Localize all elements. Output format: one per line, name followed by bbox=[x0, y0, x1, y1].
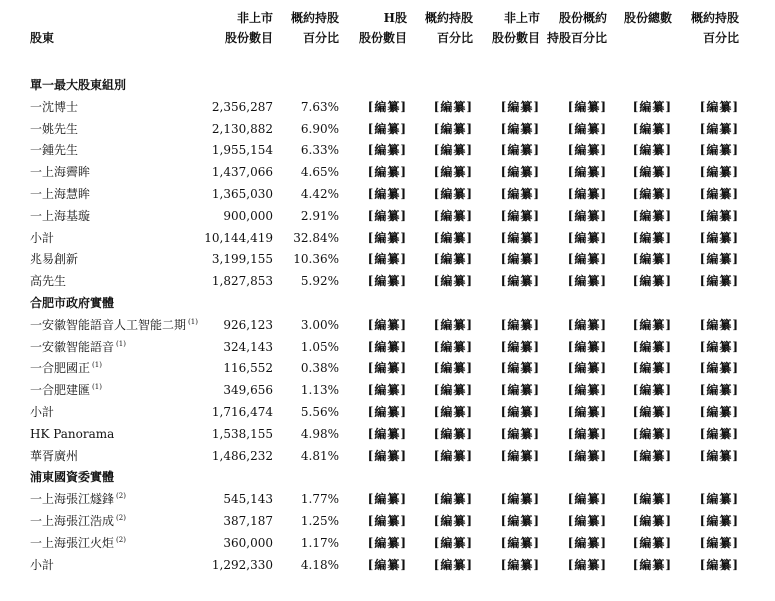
redacted-value: [編纂] bbox=[433, 361, 473, 376]
redacted-value: [編纂] bbox=[699, 383, 739, 398]
header-h-pct: 概約持股 百分比 bbox=[424, 11, 473, 45]
redacted-value: [編纂] bbox=[699, 208, 739, 223]
header-unlisted-shares-2: 非上市 股份數目 bbox=[491, 11, 540, 45]
redacted-value: [編纂] bbox=[433, 557, 473, 572]
redacted-value: [編纂] bbox=[367, 143, 407, 158]
redacted-value: [編纂] bbox=[699, 165, 739, 180]
shareholder-name-text: 一上海張江火炬 bbox=[30, 535, 115, 550]
redacted-value: [編纂] bbox=[632, 492, 672, 507]
redacted-value: [編纂] bbox=[567, 230, 607, 245]
shareholder-name-text: 一合肥國正 bbox=[30, 361, 91, 376]
shareholder-name bbox=[30, 488, 126, 510]
shareholder-name bbox=[30, 139, 78, 161]
table-row bbox=[0, 336, 775, 358]
approx-pct-value: 7.63% bbox=[300, 99, 339, 114]
shareholder-name bbox=[30, 357, 102, 379]
table-row bbox=[0, 96, 775, 118]
table-row bbox=[0, 532, 775, 554]
redacted-value: [編纂] bbox=[567, 405, 607, 419]
redacted-value: [編纂] bbox=[500, 383, 540, 398]
table-row bbox=[0, 488, 775, 510]
redacted-value: [編纂] bbox=[500, 492, 540, 507]
footnote-marker: (2) bbox=[116, 492, 126, 501]
redacted-value: [編纂] bbox=[433, 252, 473, 267]
redacted-value: [編纂] bbox=[433, 230, 473, 245]
footnote-marker: (2) bbox=[116, 535, 126, 544]
redacted-value: [編纂] bbox=[433, 187, 473, 201]
unlisted-shares-value: 1,716,474 bbox=[211, 405, 273, 419]
shareholder-name bbox=[30, 205, 90, 227]
redacted-value: [編纂] bbox=[500, 448, 540, 463]
redacted-value: [編纂] bbox=[500, 535, 540, 550]
redacted-value: [編纂] bbox=[500, 165, 540, 180]
redacted-value: [編纂] bbox=[632, 448, 672, 463]
section-title bbox=[30, 74, 126, 96]
redacted-value: [編纂] bbox=[632, 208, 672, 223]
unlisted-shares-value: 1,955,154 bbox=[211, 143, 273, 158]
redacted-value: [編纂] bbox=[632, 317, 672, 332]
table-row bbox=[0, 139, 775, 161]
unlisted-shares-value: 1,486,232 bbox=[211, 448, 273, 463]
approx-pct-value: 1.25% bbox=[300, 514, 339, 528]
redacted-value: [編纂] bbox=[567, 252, 607, 267]
shareholder-name-text: 一上海基璇 bbox=[30, 208, 91, 223]
redacted-value: [編纂] bbox=[367, 448, 407, 463]
shareholder-name bbox=[30, 423, 114, 445]
shareholder-name-text: 一上海慧眸 bbox=[30, 187, 91, 201]
redacted-value: [編纂] bbox=[433, 405, 473, 419]
shareholder-name-text: 一上海張江燧鋒 bbox=[30, 492, 115, 507]
redacted-value: [編纂] bbox=[433, 339, 473, 354]
section-heading-row bbox=[0, 292, 775, 314]
table-row bbox=[0, 401, 775, 423]
redacted-value: [編纂] bbox=[500, 405, 540, 419]
redacted-value: [編纂] bbox=[699, 514, 739, 528]
redacted-value: [編纂] bbox=[433, 535, 473, 550]
approx-pct-value: 4.81% bbox=[300, 448, 339, 463]
redacted-value: [編纂] bbox=[632, 165, 672, 180]
redacted-value: [編纂] bbox=[632, 274, 672, 289]
redacted-value: [編纂] bbox=[567, 274, 607, 289]
table-row bbox=[0, 379, 775, 401]
shareholder-name bbox=[30, 118, 78, 140]
shareholder-name bbox=[30, 336, 126, 358]
unlisted-shares-value: 1,437,066 bbox=[211, 165, 273, 180]
redacted-value: [編纂] bbox=[699, 426, 739, 441]
approx-pct-value: 1.13% bbox=[300, 383, 339, 398]
approx-pct-value: 0.38% bbox=[300, 361, 339, 376]
approx-pct-value: 32.84% bbox=[293, 230, 339, 245]
unlisted-shares-value: 1,827,853 bbox=[211, 274, 273, 289]
redacted-value: [編纂] bbox=[632, 143, 672, 158]
shareholder-name-text: 小計 bbox=[30, 557, 55, 572]
redacted-value: [編纂] bbox=[567, 361, 607, 376]
footnote-marker: (1) bbox=[188, 317, 198, 326]
shareholder-name bbox=[30, 227, 54, 249]
redacted-value: [編纂] bbox=[500, 557, 540, 572]
approx-pct-value: 5.56% bbox=[300, 405, 339, 419]
redacted-value: [編纂] bbox=[699, 535, 739, 550]
table-row bbox=[0, 227, 775, 249]
shareholder-name bbox=[30, 379, 102, 401]
shareholder-name-text: HK Panorama bbox=[30, 426, 115, 441]
section-title bbox=[30, 292, 114, 314]
redacted-value: [編纂] bbox=[699, 361, 739, 376]
redacted-value: [編纂] bbox=[367, 99, 407, 114]
table-row bbox=[0, 314, 775, 336]
redacted-value: [編纂] bbox=[367, 230, 407, 245]
footnote-marker: (1) bbox=[116, 339, 126, 348]
table-row bbox=[0, 554, 775, 576]
header-h-shares: H股 股份數目 bbox=[358, 11, 407, 45]
approx-pct-value: 1.77% bbox=[300, 492, 339, 507]
unlisted-shares-value: 926,123 bbox=[223, 317, 273, 332]
unlisted-shares-value: 900,000 bbox=[223, 208, 273, 223]
redacted-value: [編纂] bbox=[433, 121, 473, 136]
table-row bbox=[0, 510, 775, 532]
redacted-value: [編纂] bbox=[367, 514, 407, 528]
approx-pct-value: 1.05% bbox=[300, 339, 339, 354]
redacted-value: [編纂] bbox=[699, 317, 739, 332]
table-row bbox=[0, 423, 775, 445]
shareholder-name bbox=[30, 445, 78, 467]
header-total-pct: 概約持股 百分比 bbox=[690, 11, 739, 45]
redacted-value: [編纂] bbox=[632, 339, 672, 354]
redacted-value: [編纂] bbox=[433, 317, 473, 332]
redacted-value: [編纂] bbox=[433, 448, 473, 463]
redacted-value: [編纂] bbox=[367, 383, 407, 398]
shareholder-name bbox=[30, 248, 78, 270]
redacted-value: [編纂] bbox=[632, 121, 672, 136]
redacted-value: [編纂] bbox=[567, 492, 607, 507]
redacted-value: [編纂] bbox=[567, 535, 607, 550]
unlisted-shares-value: 10,144,419 bbox=[204, 230, 273, 245]
redacted-value: [編纂] bbox=[367, 557, 407, 572]
redacted-value: [編纂] bbox=[367, 187, 407, 201]
redacted-value: [編纂] bbox=[500, 230, 540, 245]
redacted-value: [編纂] bbox=[699, 274, 739, 289]
redacted-value: [編纂] bbox=[567, 208, 607, 223]
redacted-value: [編纂] bbox=[500, 514, 540, 528]
table-row bbox=[0, 248, 775, 270]
shareholder-name bbox=[30, 183, 90, 205]
shareholder-name bbox=[30, 401, 54, 423]
redacted-value: [編纂] bbox=[367, 361, 407, 376]
unlisted-shares-value: 116,552 bbox=[223, 361, 273, 376]
redacted-value: [編纂] bbox=[699, 252, 739, 267]
redacted-value: [編纂] bbox=[500, 274, 540, 289]
redacted-value: [編纂] bbox=[632, 187, 672, 201]
redacted-value: [編纂] bbox=[500, 99, 540, 114]
redacted-value: [編纂] bbox=[632, 230, 672, 245]
unlisted-shares-value: 3,199,155 bbox=[211, 252, 273, 267]
shareholder-name-text: 小計 bbox=[30, 230, 55, 245]
table-row bbox=[0, 161, 775, 183]
table-row bbox=[0, 270, 775, 292]
redacted-value: [編纂] bbox=[632, 252, 672, 267]
approx-pct-value: 6.90% bbox=[300, 121, 339, 136]
footnote-marker: (1) bbox=[92, 383, 102, 392]
shareholder-name-text: 一安徽智能語音 bbox=[30, 339, 115, 354]
redacted-value: [編纂] bbox=[699, 405, 739, 419]
redacted-value: [編纂] bbox=[367, 121, 407, 136]
redacted-value: [編纂] bbox=[699, 448, 739, 463]
redacted-value: [編纂] bbox=[632, 557, 672, 572]
redacted-value: [編纂] bbox=[367, 274, 407, 289]
shareholder-name bbox=[30, 532, 126, 554]
redacted-value: [編纂] bbox=[433, 165, 473, 180]
table-row bbox=[0, 357, 775, 379]
table-row bbox=[0, 205, 775, 227]
redacted-value: [編纂] bbox=[367, 405, 407, 419]
redacted-value: [編纂] bbox=[567, 143, 607, 158]
shareholder-name-text: 小計 bbox=[30, 405, 55, 419]
redacted-value: [編纂] bbox=[699, 99, 739, 114]
redacted-value: [編纂] bbox=[699, 492, 739, 507]
redacted-value: [編纂] bbox=[500, 121, 540, 136]
redacted-value: [編纂] bbox=[699, 143, 739, 158]
redacted-value: [編纂] bbox=[632, 99, 672, 114]
unlisted-shares-value: 360,000 bbox=[223, 535, 273, 550]
redacted-value: [編纂] bbox=[500, 426, 540, 441]
redacted-value: [編纂] bbox=[699, 187, 739, 201]
redacted-value: [編纂] bbox=[433, 208, 473, 223]
section-heading-row bbox=[0, 466, 775, 488]
shareholder-name-text: 一安徽智能語音人工智能二期 bbox=[30, 317, 187, 332]
redacted-value: [編纂] bbox=[699, 230, 739, 245]
shareholder-name-text: 單一最大股東組別 bbox=[30, 78, 127, 92]
redacted-value: [編纂] bbox=[367, 426, 407, 441]
shareholder-name bbox=[30, 314, 198, 336]
redacted-value: [編纂] bbox=[433, 143, 473, 158]
redacted-value: [編纂] bbox=[367, 252, 407, 267]
approx-pct-value: 2.91% bbox=[300, 208, 339, 223]
redacted-value: [編纂] bbox=[567, 557, 607, 572]
redacted-value: [編纂] bbox=[367, 317, 407, 332]
unlisted-shares-value: 387,187 bbox=[223, 514, 273, 528]
redacted-value: [編纂] bbox=[567, 448, 607, 463]
redacted-value: [編纂] bbox=[567, 514, 607, 528]
redacted-value: [編纂] bbox=[632, 383, 672, 398]
shareholder-name-text: 一合肥建匯 bbox=[30, 383, 91, 398]
unlisted-shares-value: 1,538,155 bbox=[211, 426, 273, 441]
section-heading-row bbox=[0, 74, 775, 96]
redacted-value: [編纂] bbox=[367, 492, 407, 507]
shareholder-name-text: 浦東國資委實體 bbox=[30, 470, 115, 485]
redacted-value: [編纂] bbox=[500, 208, 540, 223]
redacted-value: [編纂] bbox=[500, 252, 540, 267]
table-row bbox=[0, 183, 775, 205]
shareholder-name-text: 華胥廣州 bbox=[30, 448, 79, 463]
redacted-value: [編纂] bbox=[500, 187, 540, 201]
redacted-value: [編纂] bbox=[500, 143, 540, 158]
approx-pct-value: 6.33% bbox=[300, 143, 339, 158]
shareholder-name-text: 一沈博士 bbox=[30, 99, 79, 114]
redacted-value: [編纂] bbox=[433, 514, 473, 528]
redacted-value: [編纂] bbox=[632, 405, 672, 419]
redacted-value: [編纂] bbox=[500, 361, 540, 376]
shareholder-name-text: 一鍾先生 bbox=[30, 143, 79, 158]
unlisted-shares-value: 545,143 bbox=[223, 492, 273, 507]
header-total-shares: 股份總數 bbox=[623, 11, 672, 25]
unlisted-shares-value: 2,130,882 bbox=[211, 121, 273, 136]
redacted-value: [編纂] bbox=[500, 317, 540, 332]
footnote-marker: (1) bbox=[92, 361, 102, 370]
shareholder-name-text: 一上海霽眸 bbox=[30, 165, 91, 180]
approx-pct-value: 4.18% bbox=[300, 557, 339, 572]
shareholder-name bbox=[30, 161, 90, 183]
redacted-value: [編纂] bbox=[567, 165, 607, 180]
redacted-value: [編纂] bbox=[632, 514, 672, 528]
header-unlisted-shares: 非上市 股份數目 bbox=[224, 11, 273, 45]
redacted-value: [編纂] bbox=[632, 426, 672, 441]
approx-pct-value: 4.98% bbox=[300, 426, 339, 441]
shareholder-name-text: 一姚先生 bbox=[30, 121, 79, 136]
header-approx-pct: 概約持股 百分比 bbox=[290, 11, 339, 45]
redacted-value: [編纂] bbox=[567, 383, 607, 398]
approx-pct-value: 4.42% bbox=[300, 187, 339, 201]
table-row bbox=[0, 445, 775, 467]
table-row bbox=[0, 118, 775, 140]
approx-pct-value: 3.00% bbox=[300, 317, 339, 332]
redacted-value: [編纂] bbox=[433, 274, 473, 289]
shareholder-name-text: 合肥市政府實體 bbox=[30, 296, 115, 310]
redacted-value: [編纂] bbox=[699, 557, 739, 572]
approx-pct-value: 10.36% bbox=[293, 252, 339, 267]
redacted-value: [編纂] bbox=[367, 339, 407, 354]
shareholder-name bbox=[30, 96, 78, 118]
redacted-value: [編纂] bbox=[367, 535, 407, 550]
shareholder-name-text: 兆易創新 bbox=[30, 252, 79, 267]
redacted-value: [編纂] bbox=[433, 492, 473, 507]
redacted-value: [編纂] bbox=[567, 187, 607, 201]
footnote-marker: (2) bbox=[116, 514, 126, 522]
redacted-value: [編纂] bbox=[699, 121, 739, 136]
shareholder-name bbox=[30, 554, 54, 576]
shareholder-name bbox=[30, 510, 126, 532]
redacted-value: [編纂] bbox=[367, 165, 407, 180]
header-share-pct: 股份概約 持股百分比 bbox=[546, 11, 607, 45]
unlisted-shares-value: 2,356,287 bbox=[211, 99, 273, 114]
shareholder-name bbox=[30, 270, 66, 292]
redacted-value: [編纂] bbox=[567, 339, 607, 354]
redacted-value: [編纂] bbox=[567, 99, 607, 114]
unlisted-shares-value: 1,365,030 bbox=[211, 187, 273, 201]
unlisted-shares-value: 349,656 bbox=[223, 383, 273, 398]
redacted-value: [編纂] bbox=[367, 208, 407, 223]
unlisted-shares-value: 1,292,330 bbox=[211, 557, 273, 572]
redacted-value: [編纂] bbox=[433, 383, 473, 398]
approx-pct-value: 5.92% bbox=[300, 274, 339, 289]
redacted-value: [編纂] bbox=[567, 426, 607, 441]
section-title bbox=[30, 466, 114, 488]
redacted-value: [編纂] bbox=[567, 317, 607, 332]
shareholder-name-text: 高先生 bbox=[30, 274, 67, 289]
redacted-value: [編纂] bbox=[699, 339, 739, 354]
redacted-value: [編纂] bbox=[632, 535, 672, 550]
table-header bbox=[0, 8, 775, 52]
redacted-value: [編纂] bbox=[433, 99, 473, 114]
approx-pct-value: 1.17% bbox=[300, 535, 339, 550]
shareholder-name-text: 一上海張江浩成 bbox=[30, 514, 115, 528]
redacted-value: [編纂] bbox=[500, 339, 540, 354]
unlisted-shares-value: 324,143 bbox=[223, 339, 273, 354]
header-shareholder: 股東 bbox=[30, 31, 55, 45]
approx-pct-value: 4.65% bbox=[300, 165, 339, 180]
redacted-value: [編纂] bbox=[433, 426, 473, 441]
redacted-value: [編纂] bbox=[567, 121, 607, 136]
redacted-value: [編纂] bbox=[632, 361, 672, 376]
